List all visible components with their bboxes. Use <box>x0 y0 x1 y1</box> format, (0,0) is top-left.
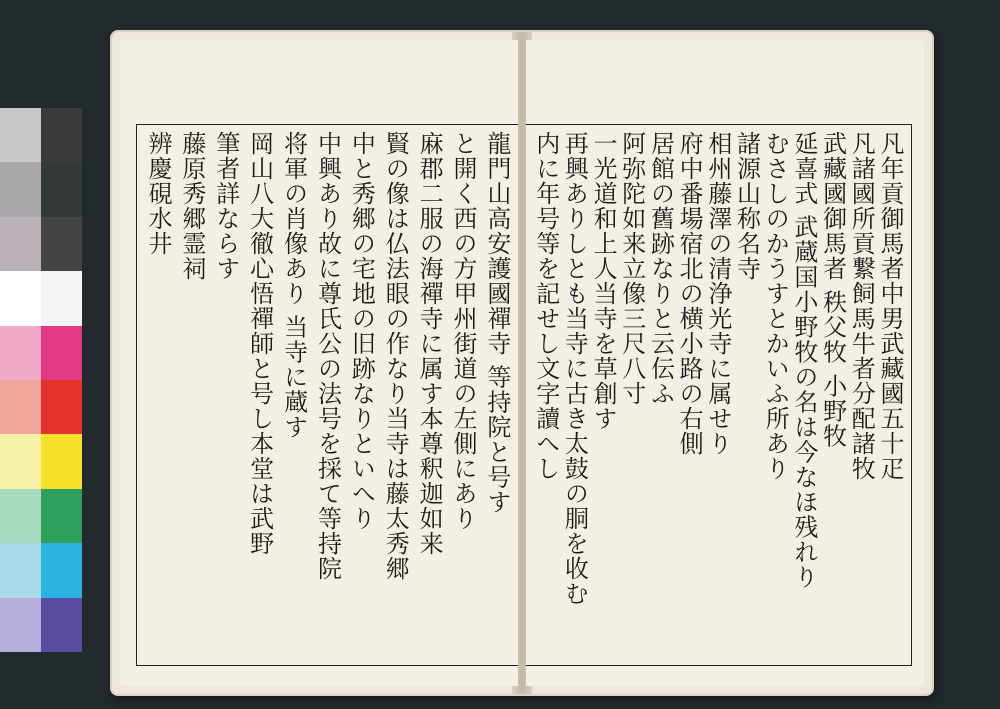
text-column: 諸源山称名寺 <box>732 131 761 281</box>
calibration-swatch <box>0 380 41 434</box>
text-column: と開く西の方甲州街道の左側にあり <box>449 131 478 531</box>
calibration-swatch <box>41 217 82 271</box>
calibration-swatch <box>0 489 41 543</box>
calibration-swatch <box>41 380 82 434</box>
calibration-swatch <box>0 271 41 325</box>
text-column: 延喜式 武蔵国小野牧の名は今なほ残れり <box>790 131 818 590</box>
calibration-swatch <box>41 162 82 216</box>
text-column: 辨慶硯水井 <box>144 131 172 256</box>
text-column: 賢の像は仏法眼の作なり当寺は藤太秀郷 <box>381 131 410 581</box>
text-column: むさしのかうすとかいふ所あり <box>761 131 790 481</box>
right-page <box>526 40 924 686</box>
text-column: 凡年貢御馬者中男武藏國五十疋 <box>876 131 904 481</box>
text-column: 相州藤澤の清浄光寺に属せり <box>704 131 732 456</box>
calibration-swatch <box>0 108 41 162</box>
left-page <box>120 40 518 686</box>
text-column: 将軍の肖像あり 当寺に蔵す <box>279 131 308 440</box>
text-column: 中興あり故に尊氏公の法号を採て等持院 <box>313 131 342 581</box>
text-column: 武藏國御馬者 秩父牧 小野牧 <box>818 131 847 449</box>
text-column: 府中番場宿北の横小路の右側 <box>675 131 704 456</box>
calibration-swatch <box>0 543 41 597</box>
calibration-swatch <box>0 326 41 380</box>
calibration-swatch <box>41 434 82 488</box>
right-page-columns <box>532 131 905 659</box>
text-column: 麻郡二服の海禪寺に属す本尊釈迦如来 <box>415 131 444 556</box>
text-column: 居館の舊跡なりと云伝ふ <box>646 131 675 406</box>
calibration-swatch <box>41 543 82 597</box>
text-column: 再興ありしとも当寺に古き太鼓の胴を收む <box>560 131 589 606</box>
text-column: 岡山八大徹心悟禪師と号し本堂は武野 <box>245 131 274 556</box>
calibration-swatch <box>41 489 82 543</box>
text-column: 阿弥陀如来立像三尺八寸 <box>618 131 646 406</box>
calibration-swatch <box>41 271 82 325</box>
text-column: 一光道和上人当寺を草創す <box>589 131 618 431</box>
text-column: 藤原秀郷霊祠 <box>177 131 206 281</box>
text-column: 中と秀郷の宅地の旧跡なりといへり <box>347 131 376 531</box>
color-calibration-strip <box>0 108 82 598</box>
calibration-swatch <box>41 326 82 380</box>
left-page-text-frame <box>136 124 518 666</box>
text-column: 筆者詳ならす <box>211 131 240 281</box>
text-column: 内に年号等を記せし文字讀へし <box>532 131 560 481</box>
text-column: 凡諸國所貢繋飼馬牛者分配諸牧 <box>847 131 876 481</box>
calibration-swatch <box>0 217 41 271</box>
text-column: 龍門山高安護國禪寺 等持院と号す <box>482 131 511 515</box>
calibration-swatch <box>0 434 41 488</box>
calibration-swatch <box>41 598 82 652</box>
right-page-text-frame <box>526 124 912 666</box>
calibration-swatch <box>41 108 82 162</box>
open-book <box>112 32 932 694</box>
calibration-swatch <box>0 598 41 652</box>
left-page-columns <box>143 131 512 659</box>
calibration-swatch <box>0 162 41 216</box>
